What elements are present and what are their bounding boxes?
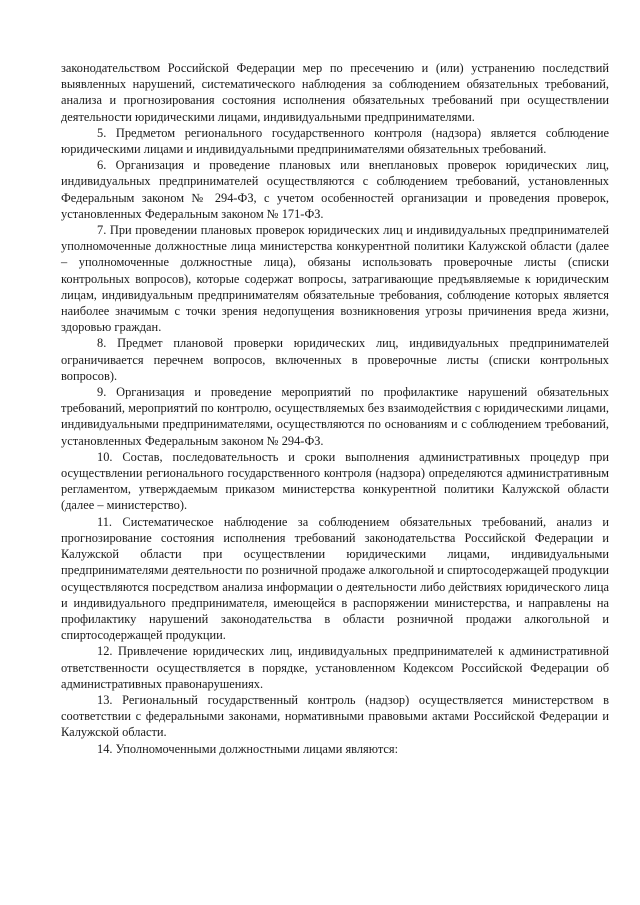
document-body	[61, 60, 609, 757]
paragraph-11: 11. Систематическое наблюдение за соблюдением обязательных требований, анализ и прогнозирование состояния исполнения требований законодательства Российской Федерации и Калужской области при осуществлении юридическими лицами, индивидуальными предпринимателями деятельности по розничной продаже алкогольной и спиртосодержащей продукции осуществляются посредством анализа информации о деятельности либо действиях юридического лица и индивидуального предпринимателя, имеющейся в распоряжении министерства, и направлены на профилактику нарушений законодательства в области розничной продажи алкогольной и спиртосодержащей продукции.	[61, 514, 609, 643]
paragraph-6: 6. Организация и проведение плановых или внеплановых проверок юридических лиц, индивидуальных предпринимателей осуществляются с соблюдением требований, установленных Федеральным законом № 294-ФЗ, с учетом особенностей организации и проведения проверок, установленных Федеральным законом № 171-ФЗ.	[61, 158, 609, 221]
paragraph-8: 8. Предмет плановой проверки юридических лиц, индивидуальных предпринимателей ограничивается перечнем вопросов, включенных в проверочные листы (списки контрольных вопросов).	[61, 336, 609, 383]
paragraph-continued: законодательством Российской Федерации мер по пресечению и (или) устранению последствий выявленных нарушений, систематического наблюдения за соблюдением обязательных требований, анализа и прогнозирования состояния исполнения обязательных требований при осуществлении деятельности юридическими лицами, индивидуальными предпринимателями.	[61, 61, 609, 124]
paragraph-7: 7. При проведении плановых проверок юридических лиц и индивидуальных предпринимателей уполномоченные должностные лица министерства конкурентной политики Калужской области (далее – уполномоченные должностные лица), обязаны использовать проверочные листы (списки контрольных вопросов), которые содержат вопросы, затрагивающие предъявляемые к юридическим лицам, индивидуальным предпринимателям обязательные требования, соблюдение которых является наиболее значимым с точки зрения недопущения возникновения угрозы причинения вреда жизни, здоровью граждан.	[61, 223, 609, 335]
paragraph-10: 10. Состав, последовательность и сроки выполнения административных процедур при осуществлении регионального государственного контроля (надзора) определяются административным регламентом, утверждаемым приказом министерства конкурентной политики Калужской области (далее – министерство).	[61, 449, 609, 513]
paragraph-12: 12. Привлечение юридических лиц, индивидуальных предпринимателей к административной ответственности осуществляется в порядке, установленном Кодексом Российской Федерации об административных правонарушениях.	[61, 644, 609, 691]
paragraph-13: 13. Региональный государственный контроль (надзор) осуществляется министерством в соответствии с федеральными законами, нормативными правовыми актами Российской Федерации и Калужской области.	[61, 692, 609, 740]
paragraph-14: 14. Уполномоченными должностными лицами являются:	[97, 741, 399, 756]
paragraph-9: 9. Организация и проведение мероприятий по профилактике нарушений обязательных требований, мероприятий по контролю, осуществляемых без взаимодействия с юридическими лицами, индивидуальными предпринимателями, осуществляются по основаниям и с соблюдением требований, установленных Федеральным законом № 294-ФЗ.	[61, 385, 609, 448]
paragraph-5: 5. Предметом регионального государственного контроля (надзора) является соблюдение юридическими лицами и индивидуальными предпринимателями обязательных требований.	[61, 125, 609, 157]
